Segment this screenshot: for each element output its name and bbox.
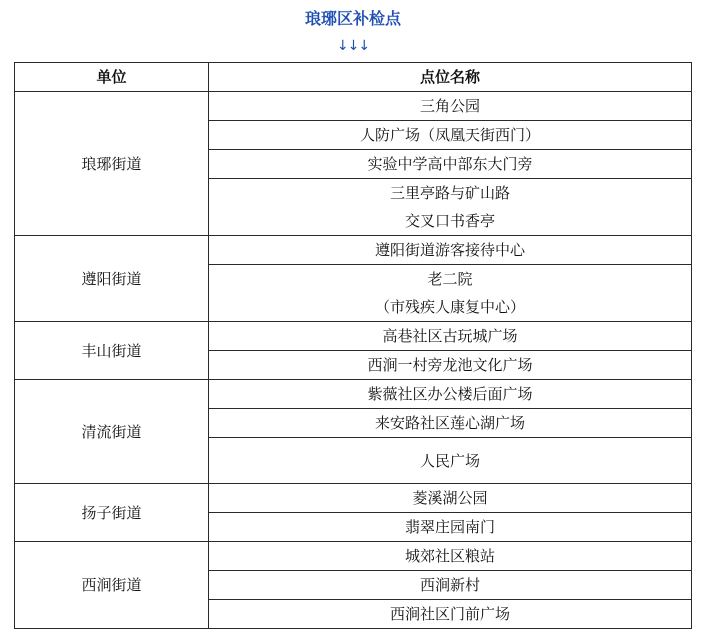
point-line: 交叉口书香亭 <box>404 212 495 230</box>
table-row <box>15 484 692 513</box>
unit-cell: 西涧街道 <box>15 542 209 629</box>
point-cell <box>209 600 692 629</box>
point-line: 西涧新村 <box>419 576 480 594</box>
point-line: 翡翠庄园南门 <box>404 518 495 536</box>
point-line: 菱溪湖公园 <box>412 489 488 507</box>
table-row <box>15 380 692 409</box>
point-line: 西涧一村旁龙池文化广场 <box>367 356 533 374</box>
unit-cell: 清流街道 <box>15 380 209 484</box>
point-line: 人防广场（凤凰天街西门） <box>359 126 540 144</box>
point-cell <box>209 179 692 236</box>
point-cell <box>209 121 692 150</box>
point-cell <box>209 380 692 409</box>
point-cell <box>209 150 692 179</box>
table-body <box>15 92 692 629</box>
point-line: 高巷社区古玩城广场 <box>382 327 518 345</box>
unit-column-header: 单位 <box>15 63 209 92</box>
point-line: 紫薇社区办公楼后面广场 <box>367 385 533 403</box>
point-line: （市残疾人康复中心） <box>374 298 525 316</box>
point-line: 老二院 <box>427 270 473 288</box>
table-row <box>15 542 692 571</box>
point-line: 三里亭路与矿山路 <box>389 184 510 202</box>
point-cell <box>209 513 692 542</box>
point-cell <box>209 351 692 380</box>
header-row <box>15 63 692 92</box>
table-row <box>15 322 692 351</box>
point-line: 城郊社区粮站 <box>404 547 495 565</box>
table-row <box>15 236 692 265</box>
unit-cell: 琅琊街道 <box>15 92 209 236</box>
point-cell <box>209 92 692 121</box>
point-line: 实验中学高中部东大门旁 <box>367 155 533 173</box>
table-row <box>15 92 692 121</box>
unit-cell: 扬子街道 <box>15 484 209 542</box>
down-arrows-icon: ↓↓↓ <box>336 38 370 54</box>
point-column-header: 点位名称 <box>209 63 692 92</box>
point-line: 西涧社区门前广场 <box>389 605 510 623</box>
point-cell <box>209 484 692 513</box>
point-cell <box>209 265 692 322</box>
point-cell <box>209 571 692 600</box>
point-cell <box>209 236 692 265</box>
checkpoint-table <box>14 62 692 629</box>
page-title: 琅琊区补检点 <box>304 9 401 28</box>
point-line: 来安路社区莲心湖广场 <box>374 414 525 432</box>
point-line: 人民广场 <box>419 451 480 470</box>
point-cell <box>209 322 692 351</box>
point-line: 三角公园 <box>419 97 480 115</box>
point-cell <box>209 438 692 484</box>
point-cell <box>209 542 692 571</box>
unit-cell: 丰山街道 <box>15 322 209 380</box>
point-cell <box>209 409 692 438</box>
point-line: 遵阳街道游客接待中心 <box>374 241 525 259</box>
unit-cell: 遵阳街道 <box>15 236 209 322</box>
